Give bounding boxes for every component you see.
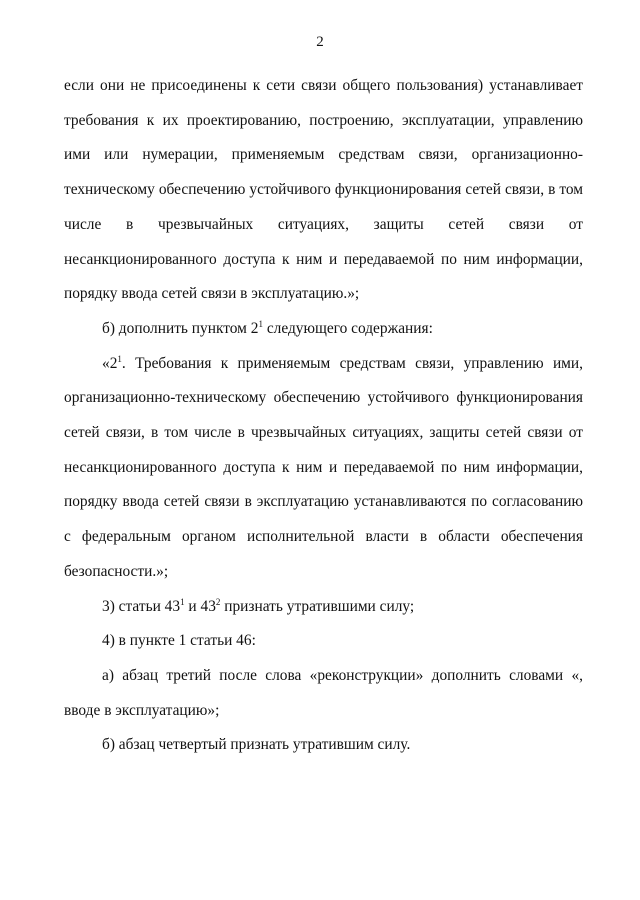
paragraph-repeal-articles bbox=[64, 590, 583, 625]
paragraph-continuation: если они не присоединены к сети связи общего пользования) устанавливает требования к их проектированию, построению, эксплуатации, управлению ими или нумерации, применяемым средствам связи, организационно-техническому обеспечению устойчивого функционирования сетей связи, в том числе в чрезвычайных ситуациях, защиты сетей связи от несанкционированного доступа к ним и передаваемой по ним информации, порядку ввода сетей связи в эксплуатацию.»; bbox=[64, 77, 583, 303]
paragraph-subpoint-b: б) абзац четвертый признать утратившим силу. bbox=[102, 736, 411, 754]
superscript: 1 bbox=[117, 353, 122, 364]
page-number: 2 bbox=[316, 34, 324, 50]
paragraph-text: и 43 bbox=[184, 597, 216, 615]
document-body bbox=[64, 69, 583, 763]
superscript: 1 bbox=[180, 596, 185, 607]
paragraph-text: следующего содержания: bbox=[262, 319, 433, 337]
paragraph-article-46: 4) в пункте 1 статьи 46: bbox=[102, 632, 256, 650]
paragraph-text: . Требования к применяемым средствам связи, управлению ими, организационно-техническому обеспечению устойчивого функционирования сетей связи, в том числе в чрезвычайных ситуациях, защиты сетей связи от несанкционированного доступа к ним и передаваемой по ним информации, порядку ввода сетей связи в эксплуатацию устанавливаются по согласованию с федеральным органом исполнительной власти в области обеспечения безопасности.»; bbox=[64, 354, 583, 580]
paragraph-text: признать утратившими силу; bbox=[220, 597, 415, 615]
paragraph-text: б) дополнить пунктом 2 bbox=[102, 319, 259, 337]
superscript: 1 bbox=[258, 318, 263, 329]
paragraph-new-point bbox=[64, 347, 583, 590]
superscript: 2 bbox=[215, 596, 221, 607]
paragraph-subpoint-a: а) абзац третий после слова «реконструкции» дополнить словами «, вводе в эксплуатацию»; bbox=[64, 666, 583, 719]
paragraph-amend-add-point bbox=[64, 312, 583, 347]
paragraph-text: «2 bbox=[102, 354, 118, 372]
paragraph-text: 3) статьи 43 bbox=[102, 597, 181, 615]
